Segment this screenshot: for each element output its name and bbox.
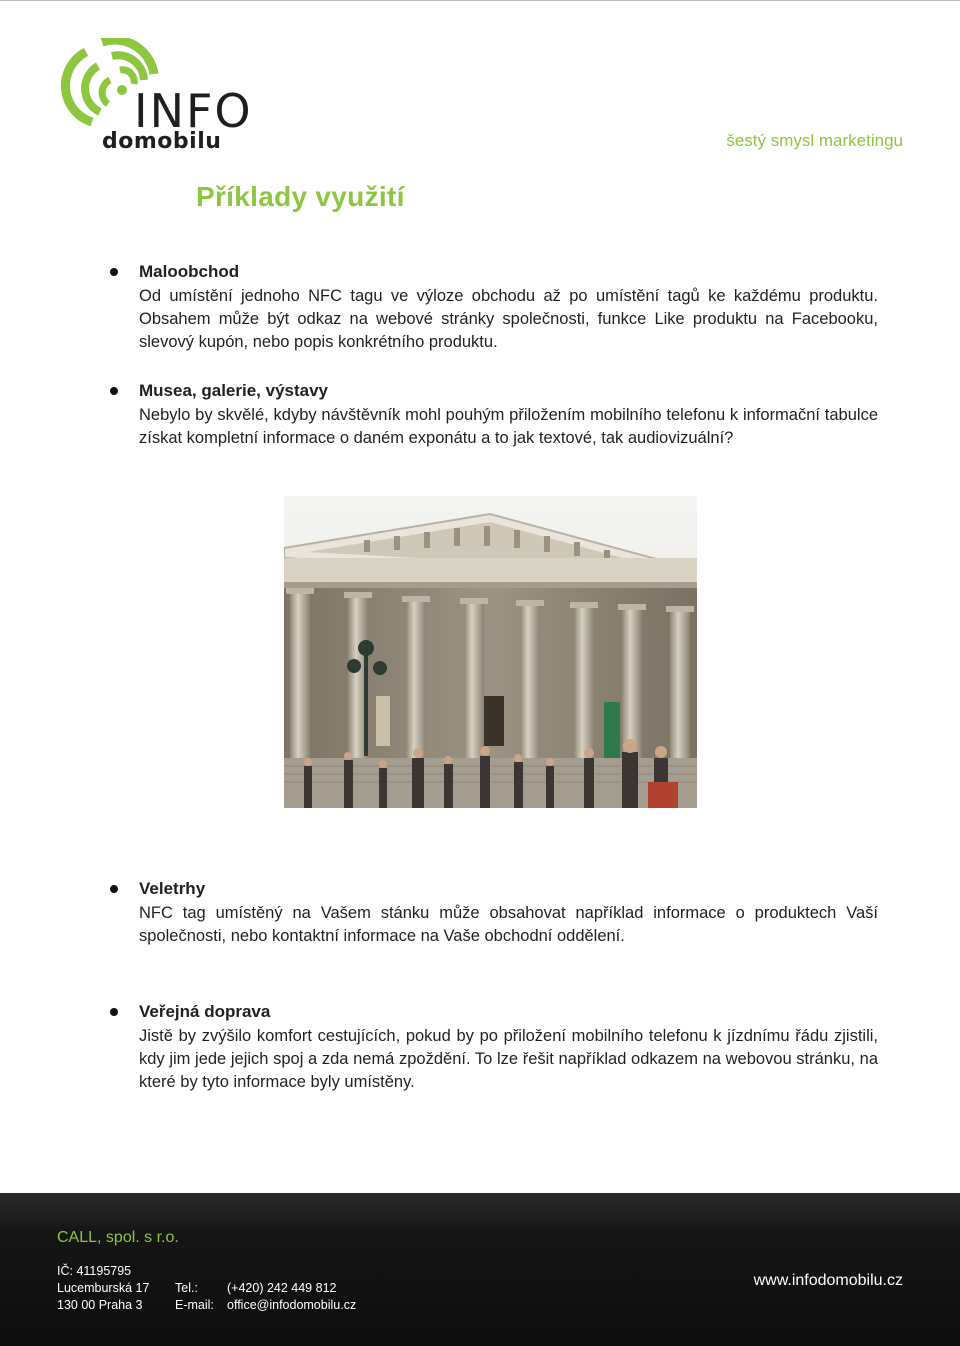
website-link[interactable]: www.infodomobilu.cz: [753, 1272, 903, 1289]
section-veletrhy: [110, 878, 878, 948]
page-title: Příklady využití: [196, 181, 405, 212]
section-body: Jistě by zvýšilo komfort cestujících, pokud by po přiložení mobilního telefonu k jízdnímu řádu zjistili, kdy jim jede jejich spoj a zda nemá zpoždění. To lze řešit například odkazem na webovou stránku, na které by tyto informace byly umístěny.: [139, 1027, 878, 1091]
footer: [0, 1193, 960, 1346]
section-heading: Maloobchod: [139, 262, 240, 281]
bullet-dot-icon: [110, 268, 118, 276]
section-heading: Veletrhy: [139, 879, 206, 898]
email-link[interactable]: office@infodomobilu.cz: [227, 1298, 357, 1312]
museum-photo: [284, 496, 697, 808]
section-body: NFC tag umístěný na Vašem stánku může obsahovat například informace o produktech Vaší společnosti, nebo kontaktní informace na Vaše obchodní oddělení.: [139, 904, 878, 945]
section-verejna-doprava: [110, 1001, 878, 1094]
section-body: Nebylo by skvělé, kdyby návštěvník mohl pouhým přiložením mobilního telefonu k informační tabulce získat kompletní informace o daném exponátu a to jak textové, tak audiovizuální?: [139, 406, 878, 447]
address-street: Lucemburská 17: [57, 1281, 150, 1295]
section-heading: Veřejná doprava: [139, 1002, 271, 1021]
top-divider: [0, 0, 960, 1]
phone-number[interactable]: (+420) 242 449 812: [227, 1281, 337, 1295]
tagline: šestý smysl marketingu: [726, 131, 903, 150]
section-musea: [110, 380, 878, 450]
logo-word-info: INFO: [134, 84, 253, 138]
section-maloobchod: [110, 261, 878, 354]
section-heading: Musea, galerie, výstavy: [139, 381, 329, 400]
section-body: Od umístění jednoho NFC tagu ve výloze obchodu až po umístění tagů ke každému produktu. Obsahem může být odkaz na webové stránky společnosti, funkce Like produktu na Facebooku, slevový kupón, nebo popis konkrétního produktu.: [139, 287, 878, 351]
phone-label: Tel.:: [175, 1281, 198, 1295]
company-name: CALL, spol. s r.o.: [57, 1229, 179, 1246]
company-id: IČ: 41195795: [57, 1264, 132, 1278]
email-label: E-mail:: [175, 1298, 214, 1312]
bullet-dot-icon: [110, 885, 118, 893]
bullet-dot-icon: [110, 387, 118, 395]
logo-word-domobilu: domobilu: [102, 129, 222, 154]
address-city: 130 00 Praha 3: [57, 1298, 143, 1312]
bullet-dot-icon: [110, 1008, 118, 1016]
infodomobilu-logo: [52, 38, 253, 156]
